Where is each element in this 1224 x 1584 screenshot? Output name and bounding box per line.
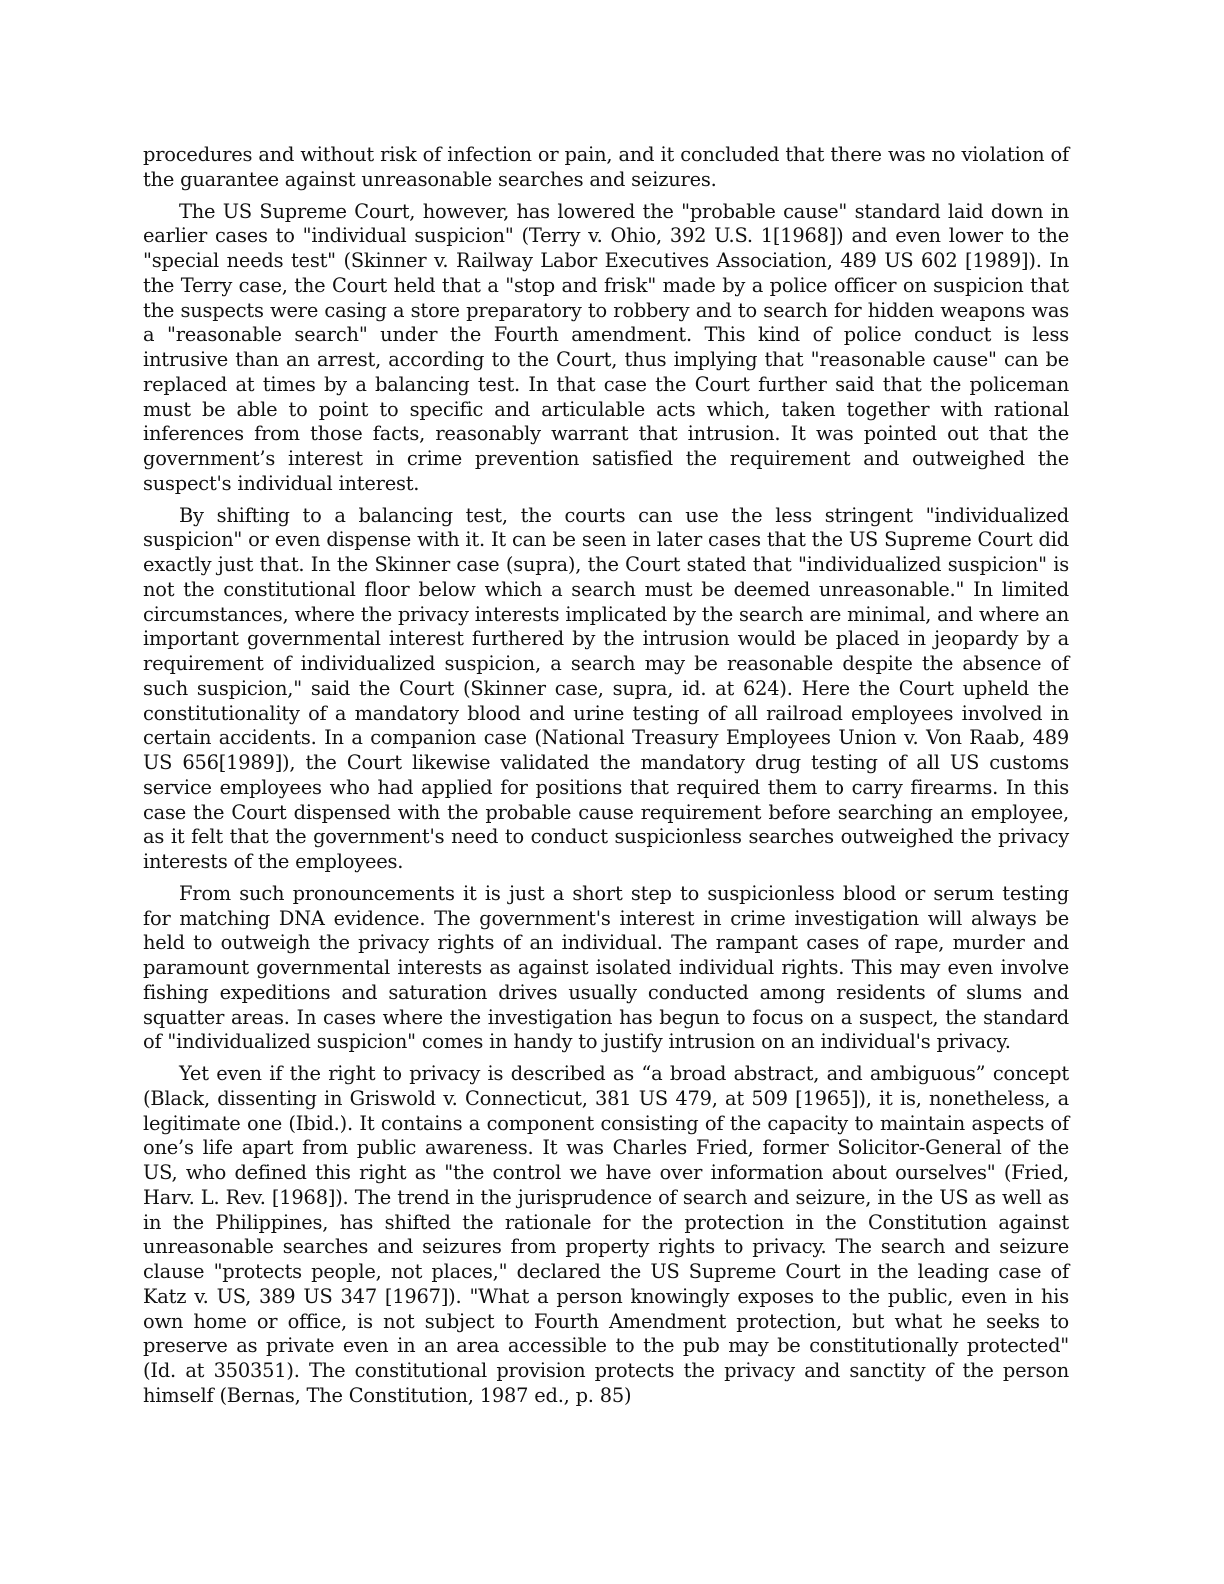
paragraph-skinner-case: By shifting to a balancing test, the courts can use the less stringent "individualized suspicion" or even dispense with it. It can be seen in later cases that the US Supreme Court did exactly just that. In the Skinner case (supra), the Court stated that "individualized suspicion" is not the constitutional floor below which a search must be deemed unreasonable." In limited circumstances, where the privacy interests implicated by the search are minimal, and where an important governmental interest furthered by the intrusion would be placed in jeopardy by a requirement of individualized suspicion, a search may be reasonable despite the absence of such suspicion," said the Court (Skinner case, supra, id. at 624). Here the Court upheld the constitutionality of a mandatory blood and urine testing of all railroad employees involved in certain accidents. In a companion case (National Treasury Employees Union v. Von Raab, 489 US 656[1989]), the Court likewise validated the mandatory drug testing of all US customs service employees who had applied for positions that required them to carry firearms. In this case the Court dispensed with the probable cause requirement before searching an employee, as it felt that the government's need to conduct suspicionless searches outweighed the privacy interests of the employees. [143, 503, 1069, 873]
document-page [143, 143, 1069, 1416]
paragraph-terry-case: The US Supreme Court, however, has lowered the "probable cause" standard laid down in earlier cases to "individual suspicion" (Terry v. Ohio, 392 U.S. 1[1968]) and even lower to the "special needs test" (Skinner v. Railway Labor Executives Association, 489 US 602 [1989]). In the Terry case, the Court held that a "stop and frisk" made by a police officer on suspicion that the suspects were casing a store preparatory to robbery and to search for hidden weapons was a "reasonable search" under the Fourth amendment. This kind of police conduct is less intrusive than an arrest, according to the Court, thus implying that "reasonable cause" can be replaced at times by a balancing test. In that case the Court further said that the policeman must be able to point to specific and articulable acts which, taken together with rational inferences from those facts, reasonably warrant that intrusion. It was pointed out that the government’s interest in crime prevention satisfied the requirement and outweighed the suspect's individual interest. [143, 199, 1069, 495]
paragraph-right-to-privacy: Yet even if the right to privacy is described as “a broad abstract, and ambiguous” concept (Black, dissenting in Griswold v. Connecticut, 381 US 479, at 509 [1965]), it is, nonetheless, a legitimate one (Ibid.). It contains a component consisting of the capacity to maintain aspects of one’s life apart from public awareness. It was Charles Fried, former Solicitor-General of the US, who defined this right as "the control we have over information about ourselves" (Fried, Harv. L. Rev. [1968]). The trend in the jurisprudence of search and seizure, in the US as well as in the Philippines, has shifted the rationale for the protection in the Constitution against unreasonable searches and seizures from property rights to privacy. The search and seizure clause "protects people, not places," declared the US Supreme Court in the leading case of Katz v. US, 389 US 347 [1967]). "What a person knowingly exposes to the public, even in his own home or office, is not subject to Fourth Amendment protection, but what he seeks to preserve as private even in an area accessible to the pub may be constitutionally protected" (Id. at 350351). The constitutional provision protects the privacy and sanctity of the person himself (Bernas, The Constitution, 1987 ed., p. 85) [143, 1062, 1069, 1407]
paragraph-continuation: procedures and without risk of infection or pain, and it concluded that there was no violation of the guarantee against unreasonable searches and seizures. [143, 143, 1069, 191]
paragraph-dna-testing: From such pronouncements it is just a short step to suspicionless blood or serum testing for matching DNA evidence. The government's interest in crime investigation will always be held to outweigh the privacy rights of an individual. The rampant cases of rape, murder and paramount governmental interests as against isolated individual rights. This may even involve fishing expeditions and saturation drives usually conducted among residents of slums and squatter areas. In cases where the investigation has begun to focus on a suspect, the standard of "individualized suspicion" comes in handy to justify intrusion on an individual's privacy. [143, 881, 1069, 1054]
